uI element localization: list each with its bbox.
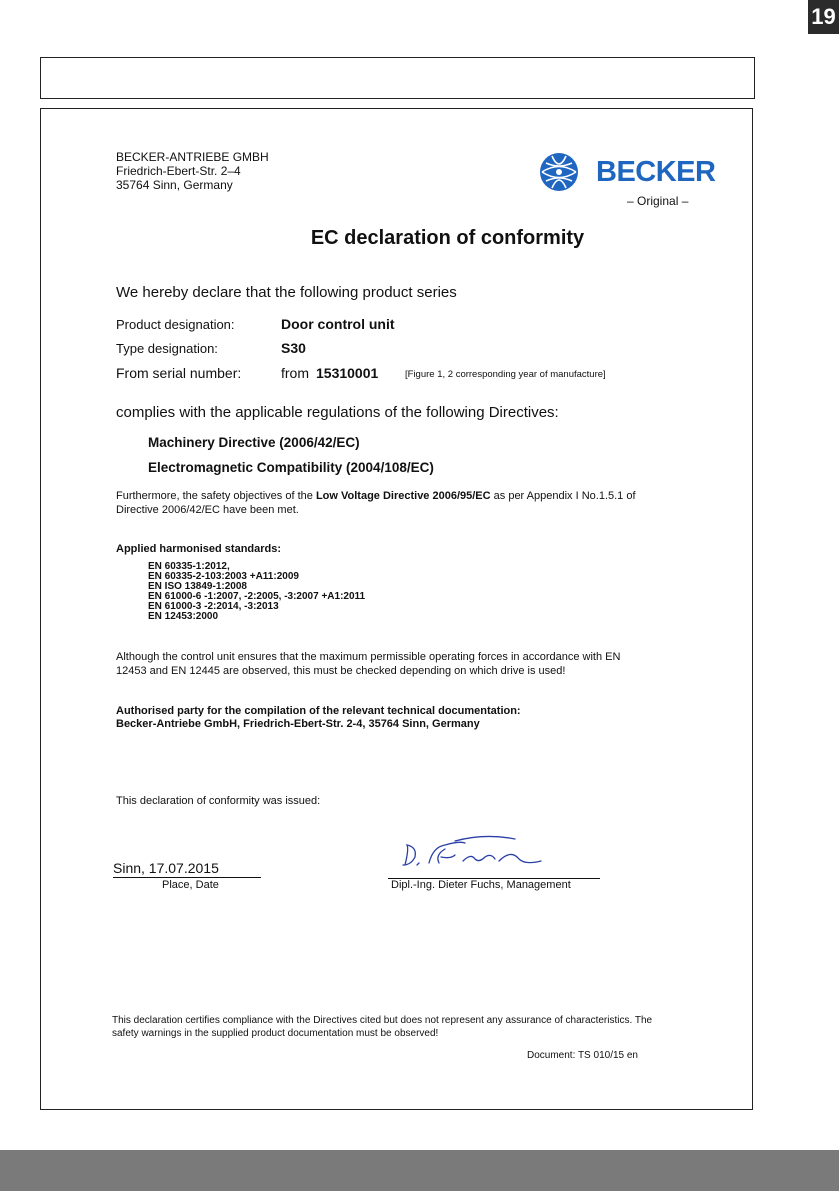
signature-icon — [395, 835, 545, 873]
furthermore-post: as per Appendix I No.1.5.1 of — [490, 490, 636, 502]
standard-item: EN 60335-2-103:2003 +A11:2009 — [148, 571, 299, 582]
company-name: BECKER-ANTRIEBE GMBH — [116, 150, 269, 164]
directive-machinery: Machinery Directive (2006/42/EC) — [148, 435, 360, 450]
footer-bar — [0, 1150, 839, 1191]
authorised-line-2: Becker-Antriebe GmbH, Friedrich-Ebert-Str. 2-4, 35764 Sinn, Germany — [116, 718, 480, 730]
standard-item: EN 61000-6 -1:2007, -2:2005, -3:2007 +A1:2011 — [148, 591, 366, 602]
serial-number-label: From serial number: — [116, 365, 242, 381]
serial-note: [Figure 1, 2 corresponding year of manufacture] — [405, 369, 606, 380]
issued-text: This declaration of conformity was issued: — [116, 795, 321, 807]
standard-item: EN ISO 13849-1:2008 — [148, 581, 247, 592]
product-designation-value: Door control unit — [281, 316, 395, 332]
product-designation-label: Product designation: — [116, 317, 235, 332]
furthermore-paragraph — [116, 489, 636, 517]
furthermore-line-1 — [116, 489, 636, 503]
brand-wordmark: BECKER — [596, 156, 716, 188]
header-box — [40, 57, 755, 99]
type-designation-label: Type designation: — [116, 341, 218, 356]
authorised-party — [116, 705, 521, 731]
page-number: 19 — [808, 0, 839, 34]
signer-name: Dipl.-Ing. Dieter Fuchs, Management — [391, 879, 571, 891]
intro-text: We hereby declare that the following product series — [116, 284, 457, 301]
serial-number-value: 15310001 — [316, 365, 379, 381]
authorised-line-1: Authorised party for the compilation of the relevant technical documentation: — [116, 705, 521, 717]
complies-text: complies with the applicable regulations of the following Directives: — [116, 404, 559, 421]
company-address — [116, 150, 269, 192]
original-tag: – Original – — [627, 194, 689, 208]
standard-item: EN 12453:2000 — [148, 611, 219, 622]
standard-item: EN 61000-3 -2:2014, -3:2013 — [148, 601, 279, 612]
although-line-1: Although the control unit ensures that the maximum permissible operating forces in accordance with EN — [116, 651, 621, 663]
place-date-line — [113, 877, 261, 878]
title-text: EC declaration of conformity — [310, 227, 585, 249]
certification-line-2: safety warnings in the supplied product documentation must be observed! — [112, 1028, 439, 1039]
applied-standards-heading: Applied harmonised standards: — [116, 543, 282, 555]
company-street: Friedrich-Ebert-Str. 2–4 — [116, 164, 241, 178]
document-frame — [40, 108, 753, 1110]
document-reference: Document: TS 010/15 en — [527, 1050, 638, 1061]
page-title — [0, 227, 839, 250]
although-paragraph — [116, 650, 620, 678]
place-date-value: Sinn, 17.07.2015 — [113, 860, 219, 876]
low-voltage-directive: Low Voltage Directive 2006/95/EC — [315, 490, 491, 502]
company-city: 35764 Sinn, Germany — [116, 178, 233, 192]
certification-note — [112, 1014, 652, 1040]
directive-emc: Electromagnetic Compatibility (2004/108/EC) — [148, 460, 434, 475]
although-line-2: 12453 and EN 12445 are observed, this must be checked depending on which drive is used! — [116, 665, 566, 677]
standards-list — [148, 562, 365, 622]
serial-from: from — [281, 365, 309, 381]
place-date-label: Place, Date — [162, 879, 219, 891]
certification-line-1: This declaration certifies compliance with the Directives cited but does not represent any assurance of characteristics. The — [112, 1015, 653, 1026]
type-designation-value: S30 — [281, 340, 306, 356]
furthermore-line-2: Directive 2006/42/EC have been met. — [116, 504, 299, 516]
standard-item: EN 60335-1:2012, — [148, 561, 230, 572]
furthermore-pre: Furthermore, the safety objectives of the — [116, 490, 316, 502]
